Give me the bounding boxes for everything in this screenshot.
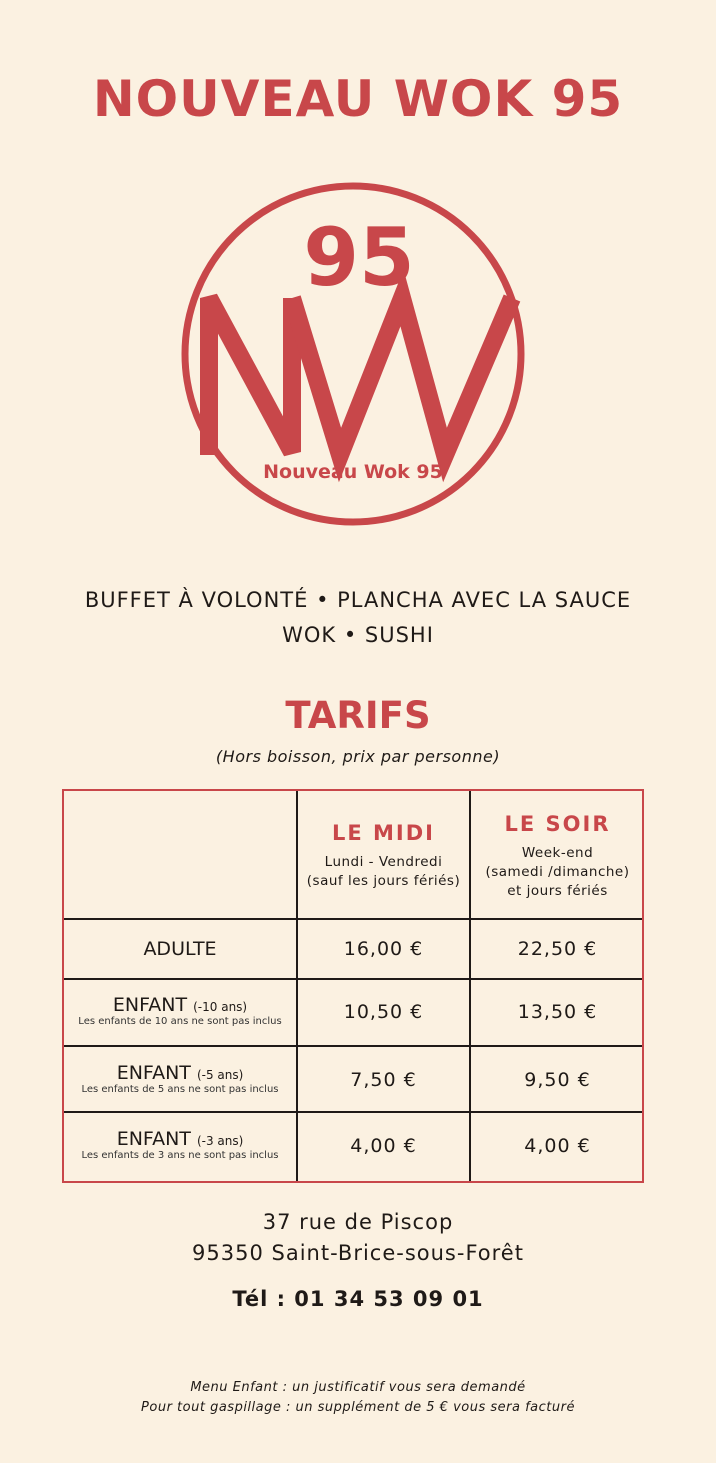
footer-note-2: Pour tout gaspillage : un supplément de 5 € vous sera facturé: [141, 1400, 575, 1415]
price-table: [62, 789, 644, 1183]
address-city: 95350 Saint-Brice-sous-Forêt: [192, 1241, 524, 1265]
price-enfant-3-midi: 4,00 €: [350, 1135, 417, 1157]
table-divider: [64, 1045, 642, 1047]
row-label-enfant-3: [64, 1128, 296, 1161]
price-adulte-midi: 16,00 €: [343, 938, 424, 960]
row-note: Les enfants de 10 ans ne sont pas inclus: [78, 1016, 282, 1027]
price-enfant-5-midi: 7,50 €: [350, 1069, 417, 1091]
row-label-text: ENFANT: [116, 1128, 191, 1150]
column-subtitle-midi: [298, 853, 469, 891]
column-title-soir: LE SOIR: [504, 812, 611, 836]
row-age: (-10 ans): [193, 1000, 248, 1014]
price-enfant-3-soir: 4,00 €: [524, 1135, 591, 1157]
restaurant-logo: [179, 180, 527, 528]
row-label-adulte: ADULTE: [143, 938, 217, 960]
column-header-soir: [471, 812, 644, 901]
address-street: 37 rue de Piscop: [262, 1210, 454, 1234]
table-divider: [64, 1111, 642, 1113]
price-enfant-5-soir: 9,50 €: [524, 1069, 591, 1091]
column-subtitle-soir: [471, 844, 644, 901]
row-label-text: ENFANT: [116, 1062, 191, 1084]
logo-number: 95: [303, 211, 415, 304]
price-adulte-soir: 22,50 €: [517, 938, 598, 960]
row-label-enfant-10: [64, 994, 296, 1027]
tarifs-title: TARIFS: [285, 694, 431, 737]
table-divider: [64, 918, 642, 920]
tagline-line-1: BUFFET À VOLONTÉ • PLANCHA AVEC LA SAUCE: [84, 588, 632, 612]
row-note: Les enfants de 3 ans ne sont pas inclus: [81, 1150, 279, 1161]
phone-number[interactable]: Tél : 01 34 53 09 01: [232, 1287, 484, 1311]
column-subtitle-line: et jours fériés: [507, 883, 608, 899]
column-subtitle-line: (sauf les jours fériés): [306, 873, 461, 889]
tagline-line-2: WOK • SUSHI: [282, 623, 434, 647]
price-enfant-10-soir: 13,50 €: [517, 1001, 598, 1023]
column-subtitle-line: (samedi /dimanche): [485, 864, 630, 880]
row-label-text: ENFANT: [112, 994, 188, 1016]
column-subtitle-line: Lundi - Vendredi: [324, 854, 443, 870]
row-note: Les enfants de 5 ans ne sont pas inclus: [81, 1084, 279, 1095]
column-title-midi: LE MIDI: [332, 821, 435, 845]
row-label-enfant-5: [64, 1062, 296, 1095]
table-divider: [64, 978, 642, 980]
column-header-midi: [298, 821, 469, 891]
column-subtitle-line: Week-end: [521, 845, 594, 861]
logo-name: Nouveau Wok 95: [263, 461, 443, 483]
tarifs-subtitle: (Hors boisson, prix par personne): [215, 747, 501, 766]
price-enfant-10-midi: 10,50 €: [343, 1001, 424, 1023]
footer-note-1: Menu Enfant : un justificatif vous sera demandé: [190, 1380, 526, 1395]
restaurant-title: NOUVEAU WOK 95: [92, 70, 624, 128]
row-age: (-5 ans): [196, 1068, 244, 1082]
row-age: (-3 ans): [196, 1134, 244, 1148]
